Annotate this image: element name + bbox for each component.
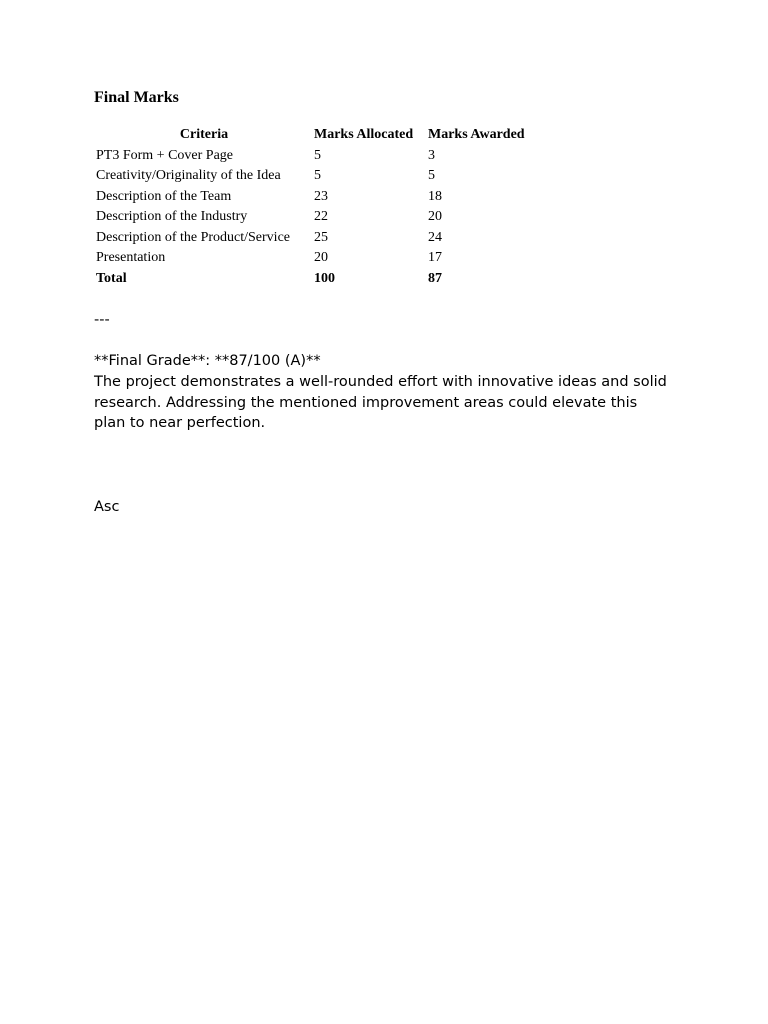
cell-criteria: Description of the Team [96, 188, 232, 204]
cell-awarded: 5 [428, 168, 435, 183]
cell-criteria: Presentation [96, 250, 166, 265]
cell-total-label: Total [96, 270, 127, 286]
cell-awarded: 18 [428, 188, 442, 204]
signature-text: Asc [94, 499, 120, 515]
table-row [94, 207, 538, 228]
table-row [94, 228, 538, 249]
final-grade-text: **Final Grade**: **87/100 (A)** [94, 353, 321, 369]
header-marks-allocated: Marks Allocated [314, 127, 414, 142]
header-marks-awarded: Marks Awarded [428, 127, 525, 142]
cell-criteria: PT3 Form + Cover Page [96, 147, 233, 163]
cell-allocated: 23 [314, 188, 328, 204]
cell-awarded: 20 [428, 209, 442, 224]
cell-allocated: 5 [314, 147, 321, 163]
cell-awarded: 17 [428, 250, 442, 265]
table-row [94, 248, 538, 269]
table-row [94, 166, 538, 187]
cell-allocated: 20 [314, 250, 328, 265]
table-total-row [94, 269, 538, 290]
separator-line: --- [94, 312, 110, 328]
table-header-row [94, 125, 538, 146]
cell-allocated: 25 [314, 229, 328, 245]
cell-criteria: Creativity/Originality of the Idea [96, 168, 281, 183]
paragraph-line: research. Addressing the mentioned improvement areas could elevate this [94, 394, 638, 411]
paragraph-line: The project demonstrates a well-rounded effort with innovative ideas and solid [94, 374, 667, 390]
feedback-paragraph [94, 372, 694, 434]
cell-awarded: 3 [428, 147, 435, 163]
cell-criteria: Description of the Product/Service [96, 229, 291, 245]
cell-total-awarded: 87 [428, 270, 442, 286]
paragraph-line: plan to near perfection. [94, 415, 266, 431]
cell-criteria: Description of the Industry [96, 209, 248, 224]
section-heading: Final Marks [94, 89, 179, 106]
cell-awarded: 24 [428, 229, 442, 245]
table-row [94, 187, 538, 208]
header-criteria: Criteria [179, 127, 229, 142]
cell-allocated: 5 [314, 168, 321, 183]
cell-allocated: 22 [314, 209, 328, 224]
table-row [94, 146, 538, 167]
marks-table [94, 125, 538, 289]
cell-total-allocated: 100 [314, 270, 335, 286]
